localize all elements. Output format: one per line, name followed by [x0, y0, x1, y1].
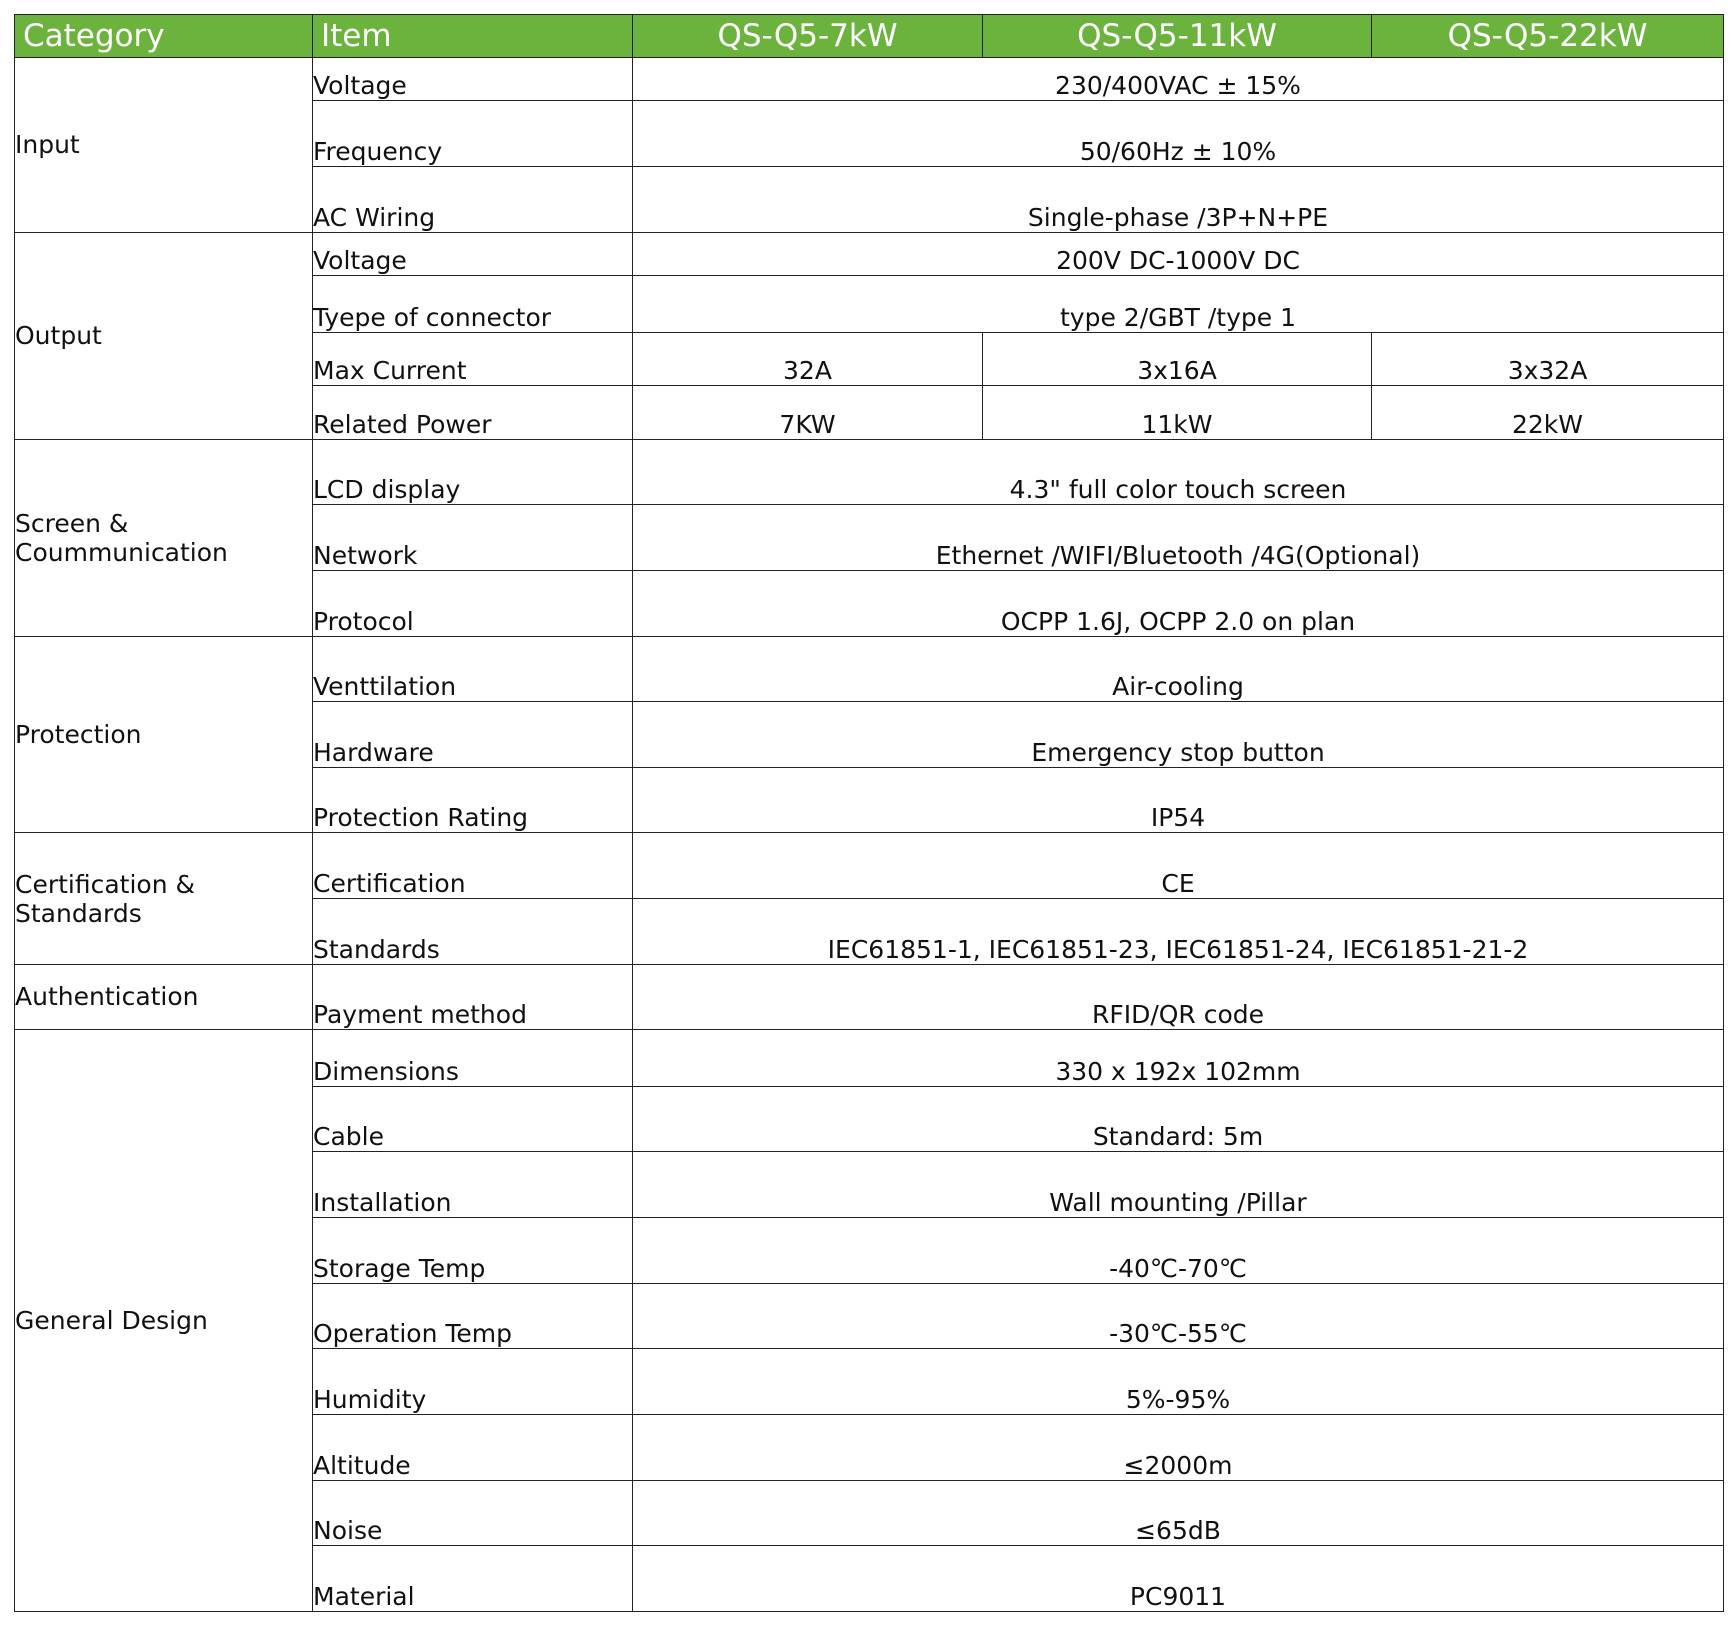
item-value: ≤2000m: [633, 1414, 1724, 1480]
item-value: 50/60Hz ± 10%: [633, 101, 1724, 167]
item-label: Storage Temp: [313, 1218, 633, 1284]
item-value: CE: [633, 833, 1724, 899]
spec-table: [14, 14, 1724, 1612]
item-label: Voltage: [313, 58, 633, 101]
item-value: OCPP 1.6J, OCPP 2.0 on plan: [633, 570, 1724, 636]
item-value: 230/400VAC ± 15%: [633, 58, 1724, 101]
item-label: Dimensions: [313, 1030, 633, 1087]
item-value: 5%-95%: [633, 1349, 1724, 1415]
header-category: Category: [15, 15, 313, 58]
item-label: Cable: [313, 1086, 633, 1152]
item-value-11kw: 3x16A: [983, 332, 1372, 386]
category-output: Output: [15, 232, 313, 439]
header-model-22kw: QS-Q5-22kW: [1372, 15, 1724, 58]
item-value: -40℃-70℃: [633, 1218, 1724, 1284]
item-value: -30℃-55℃: [633, 1283, 1724, 1349]
item-value: Air-cooling: [633, 636, 1724, 702]
item-value: Wall mounting /Pillar: [633, 1152, 1724, 1218]
table-row: [15, 1030, 1724, 1087]
item-value: Standard: 5m: [633, 1086, 1724, 1152]
item-label: Payment method: [313, 964, 633, 1030]
category-certification: Certification & Standards: [15, 833, 313, 964]
item-value: Single-phase /3P+N+PE: [633, 167, 1724, 233]
item-label: Network: [313, 505, 633, 571]
item-label: Voltage: [313, 232, 633, 275]
item-label: Frequency: [313, 101, 633, 167]
item-value-11kw: 11kW: [983, 386, 1372, 440]
item-value: Emergency stop button: [633, 702, 1724, 768]
item-label: Certification: [313, 833, 633, 899]
item-value: 330 x 192x 102mm: [633, 1030, 1724, 1087]
table-row: [15, 232, 1724, 275]
item-value: IEC61851-1, IEC61851-23, IEC61851-24, IEC61851-21-2: [633, 899, 1724, 965]
item-label: Max Current: [313, 332, 633, 386]
category-general: General Design: [15, 1030, 313, 1612]
item-label: Altitude: [313, 1414, 633, 1480]
item-value: type 2/GBT /type 1: [633, 276, 1724, 333]
item-value: Ethernet /WIFI/Bluetooth /4G(Optional): [633, 505, 1724, 571]
header-item: Item: [313, 15, 633, 58]
item-label: LCD display: [313, 439, 633, 505]
header-model-11kw: QS-Q5-11kW: [983, 15, 1372, 58]
item-value-22kw: 22kW: [1372, 386, 1724, 440]
item-value: ≤65dB: [633, 1480, 1724, 1546]
category-screen: Screen & Coummunication: [15, 439, 313, 636]
item-value-22kw: 3x32A: [1372, 332, 1724, 386]
category-authentication: Authentication: [15, 964, 313, 1030]
item-value: IP54: [633, 767, 1724, 833]
category-input: Input: [15, 58, 313, 233]
header-model-7kw: QS-Q5-7kW: [633, 15, 983, 58]
item-label: Humidity: [313, 1349, 633, 1415]
table-row: [15, 58, 1724, 101]
item-value: 200V DC-1000V DC: [633, 232, 1724, 275]
item-label: Protection Rating: [313, 767, 633, 833]
item-value-7kw: 7KW: [633, 386, 983, 440]
table-row: [15, 833, 1724, 899]
item-label: Standards: [313, 899, 633, 965]
item-value: RFID/QR code: [633, 964, 1724, 1030]
item-label: Material: [313, 1546, 633, 1612]
item-label: Noise: [313, 1480, 633, 1546]
item-label: Hardware: [313, 702, 633, 768]
category-protection: Protection: [15, 636, 313, 833]
item-label: Protocol: [313, 570, 633, 636]
item-label: Venttilation: [313, 636, 633, 702]
item-label: AC Wiring: [313, 167, 633, 233]
item-value: 4.3" full color touch screen: [633, 439, 1724, 505]
item-value: PC9011: [633, 1546, 1724, 1612]
item-value-7kw: 32A: [633, 332, 983, 386]
table-row: [15, 636, 1724, 702]
item-label: Related Power: [313, 386, 633, 440]
table-header: [15, 15, 1724, 58]
table-row: [15, 439, 1724, 505]
item-label: Operation Temp: [313, 1283, 633, 1349]
item-label: Installation: [313, 1152, 633, 1218]
table-row: [15, 964, 1724, 1030]
item-label: Tyepe of connector: [313, 276, 633, 333]
